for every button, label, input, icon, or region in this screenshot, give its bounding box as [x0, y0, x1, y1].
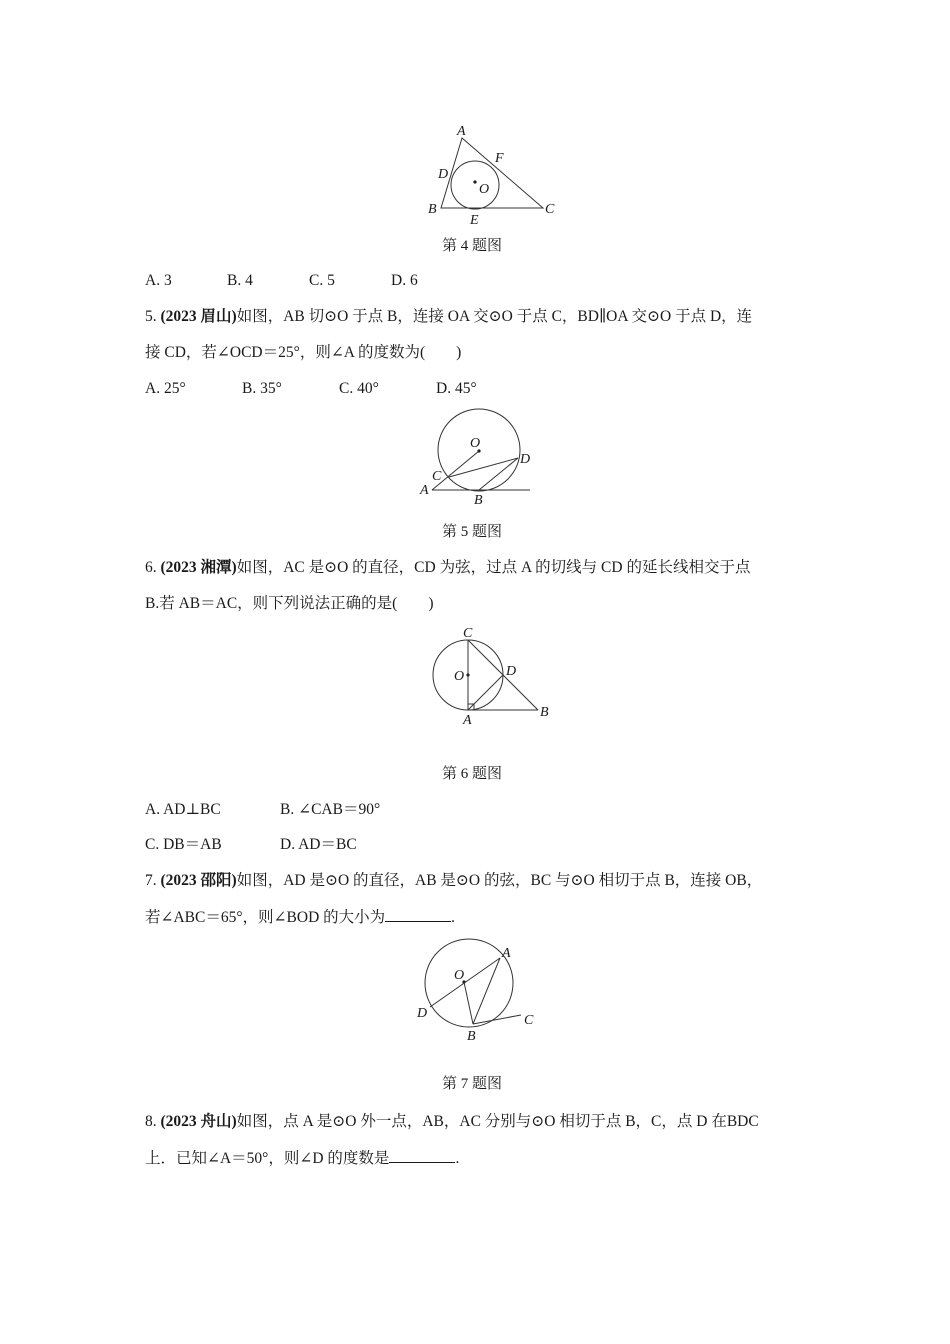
q7-source: (2023 邵阳)	[160, 872, 237, 889]
q8-source: (2023 舟山)	[160, 1113, 237, 1130]
svg-text:A: A	[420, 483, 429, 498]
q5-line1	[145, 307, 752, 327]
q5-number: 5.	[145, 308, 157, 325]
svg-text:C: C	[545, 202, 555, 217]
q6-options-row2	[145, 835, 357, 855]
svg-text:F: F	[495, 151, 504, 166]
q4-option-a: A. 3	[145, 272, 172, 289]
figure-4-triangle	[428, 124, 555, 228]
q5-source: (2023 眉山)	[160, 308, 237, 325]
svg-text:B: B	[428, 202, 437, 217]
q7-answer-blank[interactable]	[385, 907, 451, 922]
q6-line1	[145, 558, 750, 578]
svg-text:O: O	[454, 968, 465, 983]
q7-line2	[145, 907, 455, 928]
svg-text:B: B	[540, 705, 549, 720]
q4-option-b: B. 4	[227, 272, 253, 289]
q6-number: 6.	[145, 559, 157, 576]
q6-text-1: 如图，AC 是⊙O 的直径，CD 为弦，过点 A 的切线与 CD 的延长线相交于点	[236, 559, 751, 576]
q8-text-2: 上．已知∠A＝50°，则∠D 的度数是	[145, 1150, 390, 1167]
q6-source: (2023 湘潭)	[160, 559, 237, 576]
svg-text:O: O	[479, 182, 490, 197]
q6-option-a: A. AD⊥BC	[145, 801, 221, 818]
q8-text-1: 如图，点 A 是⊙O 外一点，AB，AC 分别与⊙O 相切于点 B，C，点 D 在BDC	[236, 1113, 759, 1130]
q5-option-b: B. 35°	[242, 380, 282, 397]
q7-number: 7.	[145, 872, 157, 889]
q8-line2	[145, 1148, 459, 1169]
q6-options-row1	[145, 800, 380, 820]
svg-text:E: E	[470, 213, 479, 228]
svg-text:C: C	[524, 1013, 534, 1028]
svg-text:O: O	[470, 436, 481, 451]
q5-line2: 接 CD，若∠OCD＝25°，则∠A 的度数为( )	[145, 344, 462, 361]
q7-text-2: 若∠ABC＝65°，则∠BOD 的大小为	[145, 909, 386, 926]
svg-text:D: D	[520, 452, 531, 467]
q8-line1	[145, 1112, 759, 1132]
q6-option-c: C. DB＝AB	[145, 836, 222, 853]
q8-answer-blank[interactable]	[389, 1148, 455, 1163]
q5-option-d: D. 45°	[436, 380, 477, 397]
svg-text:A: A	[463, 713, 472, 728]
svg-text:A: A	[502, 946, 511, 961]
figure-6-caption: 第 6 题图	[442, 766, 503, 782]
svg-text:B: B	[467, 1029, 476, 1044]
svg-text:D: D	[438, 167, 449, 182]
q6-line2: B.若 AB＝AC，则下列说法正确的是( )	[145, 595, 434, 612]
q7-line1	[145, 871, 762, 891]
figure-7-caption: 第 7 题图	[442, 1076, 503, 1092]
svg-text:O: O	[454, 669, 465, 684]
figure-7-diagram	[416, 939, 534, 1044]
figure-6-diagram	[433, 626, 549, 728]
q4-option-d: D. 6	[391, 272, 418, 289]
svg-text:D: D	[506, 664, 517, 679]
svg-text:A: A	[457, 124, 466, 139]
q5-text-1: 如图，AB 切⊙O 于点 B，连接 OA 交⊙O 于点 C，BD∥OA 交⊙O 于点 D，连	[236, 308, 753, 325]
q7-period: .	[451, 909, 456, 926]
q6-option-d: D. AD＝BC	[280, 836, 357, 853]
q5-options	[145, 379, 477, 399]
svg-text:B: B	[474, 493, 483, 508]
figure-5-caption: 第 5 题图	[442, 524, 503, 540]
q5-option-a: A. 25°	[145, 380, 186, 397]
q7-text-1: 如图，AD 是⊙O 的直径，AB 是⊙O 的弦，BC 与⊙O 相切于点 B，连接 OB，	[236, 872, 763, 889]
q4-option-c: C. 5	[309, 272, 335, 289]
svg-text:D: D	[417, 1006, 428, 1021]
svg-text:C: C	[463, 626, 473, 641]
figure-5-diagram	[419, 409, 530, 508]
svg-text:C: C	[432, 469, 442, 484]
q4-options	[145, 271, 418, 291]
q8-period: .	[455, 1150, 460, 1167]
q6-option-b: B. ∠CAB＝90°	[280, 801, 381, 818]
q5-option-c: C. 40°	[339, 380, 379, 397]
figure-4-caption: 第 4 题图	[442, 238, 503, 254]
q8-number: 8.	[145, 1113, 157, 1130]
